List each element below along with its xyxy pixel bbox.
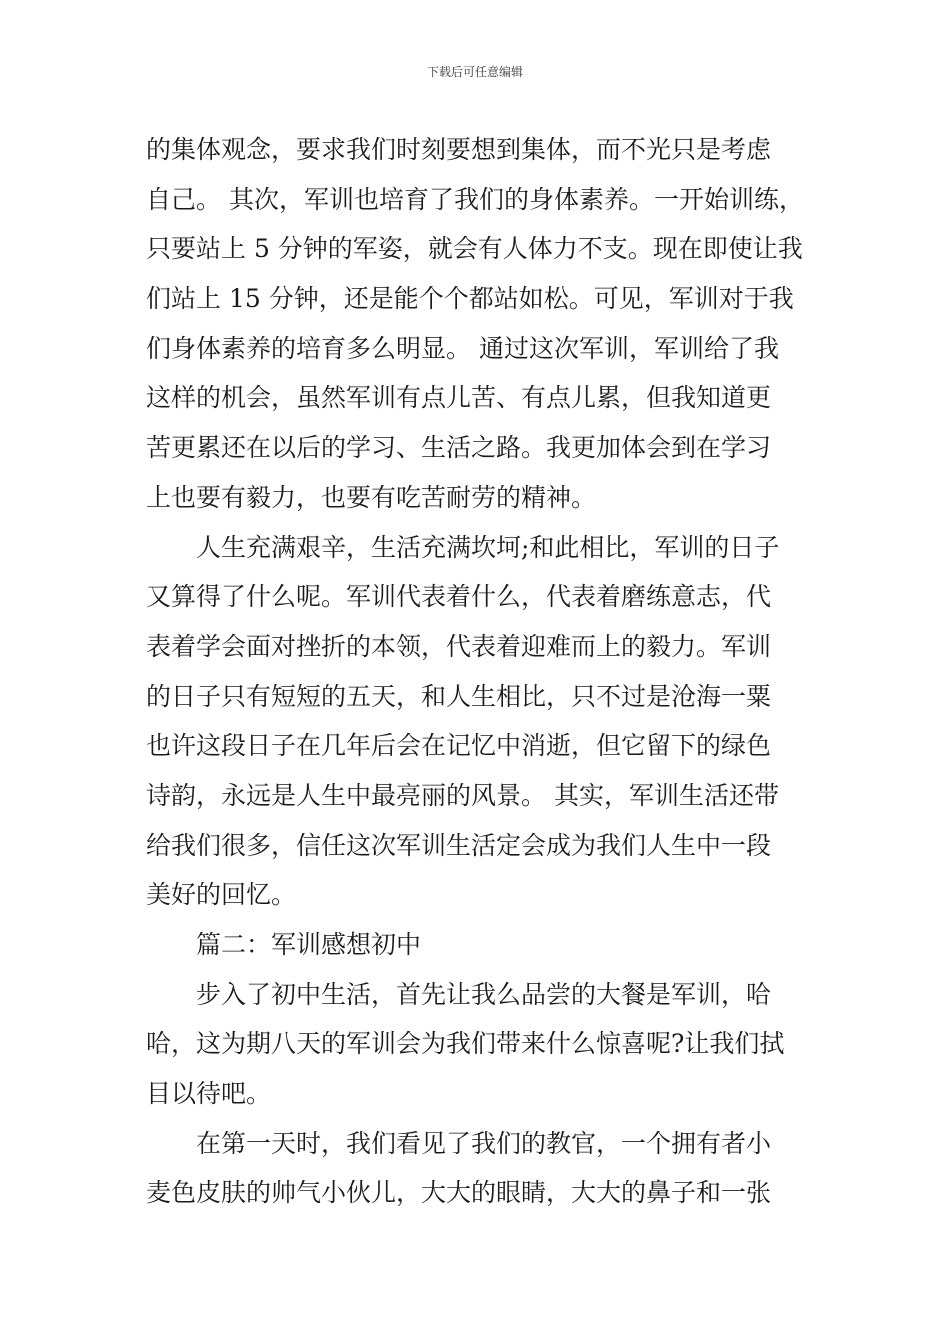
text-line: 哈，这为期八天的军训会为我们带来什么惊喜呢?让我们拭 (146, 1029, 785, 1059)
text-line: 给我们很多，信任这次军训生活定会成为我们人生中一段 (146, 830, 772, 860)
text-line: 们身体素养的培育多么明显。 通过这次军训，军训给了我 (146, 333, 779, 363)
text-line: 麦色皮肤的帅气小伙儿，大大的眼睛，大大的鼻子和一张 (146, 1178, 772, 1208)
text-line: 的集体观念，要求我们时刻要想到集体，而不光只是考虑 (146, 135, 772, 164)
text-line: 这样的机会，虽然军训有点儿苦、有点儿累，但我知道更 (146, 383, 772, 413)
text-line: 也许这段日子在几年后会在记忆中消逝，但它留下的绿色 (146, 731, 772, 761)
text-line: 表着学会面对挫折的本领，代表着迎难而上的毅力。军训 (146, 631, 772, 661)
text-line: 自己。 其次，军训也培育了我们的身体素养。一开始训练， (146, 184, 804, 214)
document-body (146, 125, 806, 1218)
text-line: 上也要有毅力，也要有吃苦耐劳的精神。 (146, 482, 597, 512)
paragraph-start-line: 步入了初中生活，首先让我么品尝的大餐是军训，哈 (196, 979, 772, 1009)
section-heading: 篇二：军训感想初中 (196, 930, 422, 959)
page-header: 下载后可任意编辑 (426, 65, 523, 79)
text-line: 又算得了什么呢。军训代表着什么，代表着磨练意志，代 (146, 582, 772, 612)
text-line: 们站上 15 分钟，还是能个个都站如松。可见，军训对于我 (146, 284, 794, 314)
paragraph-start-line: 在第一天时，我们看见了我们的教官，一个拥有者小 (196, 1128, 772, 1158)
text-line: 苦更累还在以后的学习、生活之路。我更加体会到在学习 (146, 433, 772, 463)
text-line: 诗韵，永远是人生中最亮丽的风景。 其实，军训生活还带 (146, 780, 779, 810)
text-line: 只要站上 5 分钟的军姿，就会有人体力不支。现在即使让我 (146, 234, 803, 264)
text-line: 目以待吧。 (146, 1079, 272, 1109)
paragraph-start-line: 人生充满艰辛，生活充满坎坷;和此相比，军训的日子 (196, 532, 780, 562)
text-line: 的日子只有短短的五天，和人生相比，只不过是沧海一粟 (146, 681, 772, 711)
text-line: 美好的回忆。 (146, 880, 297, 910)
